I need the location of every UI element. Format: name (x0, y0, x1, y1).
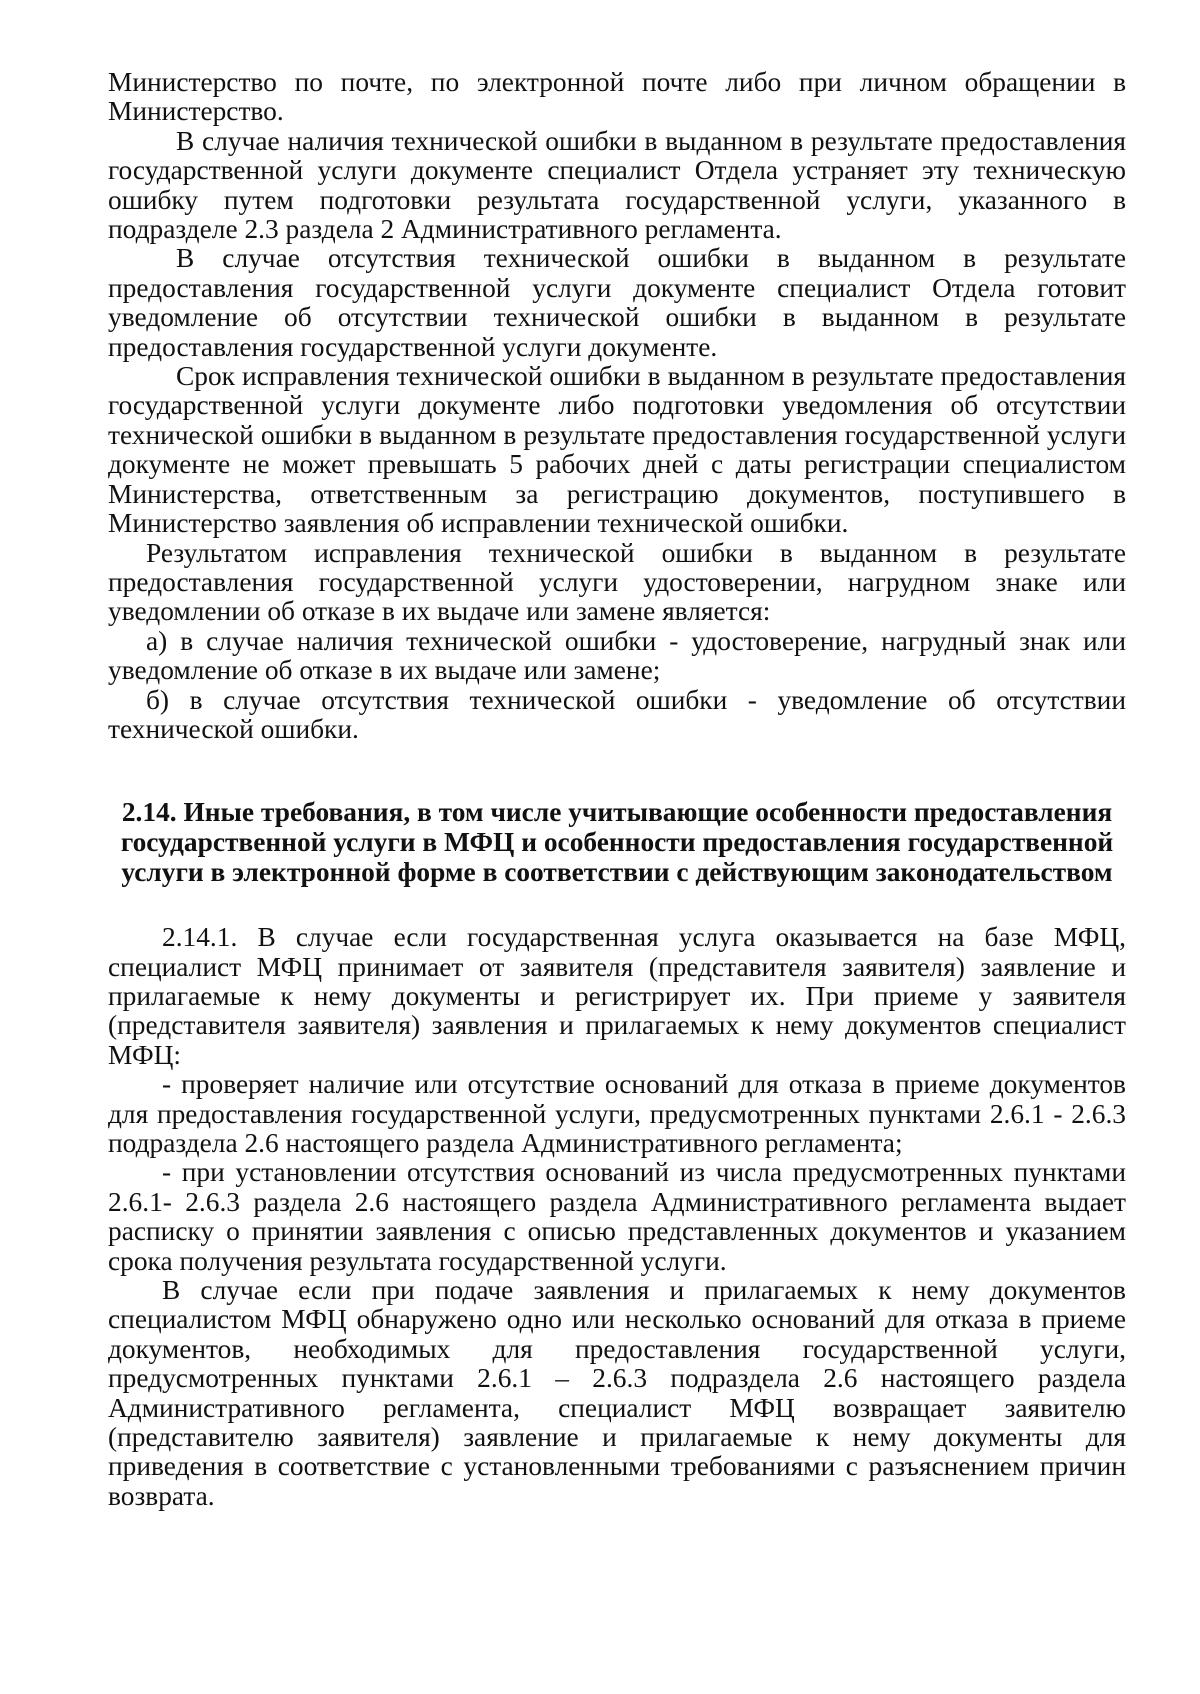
section-heading-2-14: 2.14. Иные требования, в том числе учитывающие особенности предоставления государственной услуги в МФЦ и особенности предоставления государственной услуги в электронной форме в соответствии с действующим законодательством (120, 797, 1114, 887)
paragraph-error-absent: В случае отсутствия технической ошибки в выданном в результате предоставления государственной услуги документе специалист Отдела готовит уведомление об отсутствии технической ошибки в выданном в результате предоставления государственной услуги документе. (108, 243, 1126, 362)
paragraph-correction-result: Результатом исправления технической ошибки в выданном в результате предоставления государственной услуги удостоверении, нагрудном знаке или уведомлении об отказе в их выдаче или замене является: (108, 537, 1126, 627)
list-item-b: б) в случае отсутствия технической ошибки - уведомление об отсутствии технической ошибки. (108, 684, 1126, 744)
list-item-issue-receipt: - при установлении отсутствия оснований из числа предусмотренных пунктами 2.6.1- 2.6.3 раздела 2.6 настоящего раздела Административного регламента выдает расписку о принятии заявления с описью представленных документов и указанием срока получения результата государственной услуги. (108, 1157, 1126, 1276)
paragraph-return-documents: В случае если при подаче заявления и прилагаемых к нему документов специалистом МФЦ обнаружено одно или несколько оснований для отказа в приеме документов, необходимых для предоставления государственной услуги, предусмотренных пунктами 2.6.1 – 2.6.3 подраздела 2.6 настоящего раздела Административного регламента, специалист МФЦ возвращает заявителю (представителю заявителя) заявление и прилагаемые к нему документы для приведения в соответствие с установленными требованиями с разъяснением причин возврата. (108, 1275, 1126, 1511)
list-item-check-grounds: - проверяет наличие или отсутствие оснований для отказа в приеме документов для предоставления государственной услуги, предусмотренных пунктами 2.6.1 - 2.6.3 подраздела 2.6 настоящего раздела Административного регламента; (108, 1069, 1126, 1158)
paragraph-correction-term: Срок исправления технической ошибки в выданном в результате предоставления государственной услуги документе либо подготовки уведомления об отсутствии технической ошибки в выданном в результате предоставления государственной услуги документе не может превышать 5 рабочих дней с даты регистрации специалистом Министерства, ответственным за регистрацию документов, поступившего в Министерство заявления об исправлении технической ошибки. (108, 361, 1126, 539)
paragraph-error-present: В случае наличия технической ошибки в выданном в результате предоставления государственной услуги документе специалист Отдела устраняет эту техническую ошибку путем подготовки результата государственной услуги, указанного в подразделе 2.3 раздела 2 Административного регламента. (108, 125, 1126, 245)
document-page (108, 68, 1126, 1511)
paragraph-2-14-1: 2.14.1. В случае если государственная услуга оказывается на базе МФЦ, специалист МФЦ принимает от заявителя (представителя заявителя) заявление и прилагаемые к нему документы и регистрирует их. При приеме у заявителя (представителя заявителя) заявления и прилагаемых к нему документов специалист МФЦ: (108, 922, 1126, 1070)
list-item-a: а) в случае наличия технической ошибки - удостоверение, нагрудный знак или уведомление об отказе в их выдаче или замене; (108, 625, 1126, 686)
paragraph-continuation: Министерство по почте, по электронной почте либо при личном обращении в Министерство. (108, 67, 1126, 127)
